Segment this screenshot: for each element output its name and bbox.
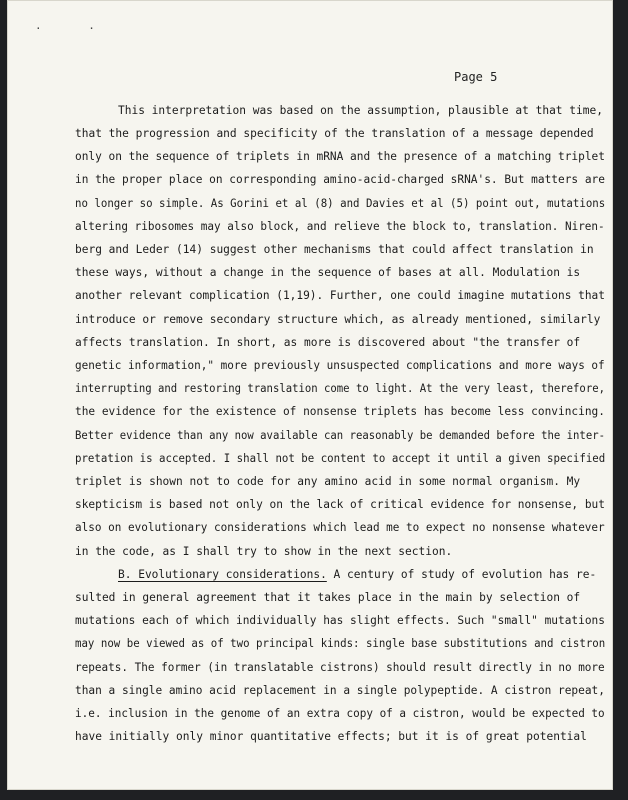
text-line: Better evidence than any now available can reasonably be demanded before the inter- — [75, 429, 605, 442]
section-heading-line — [118, 568, 596, 582]
text-line: repeats. The former (in translatable cistrons) should result directly in no more — [75, 661, 605, 674]
paper-specks: · · — [35, 22, 115, 35]
text-line: that the progression and specificity of the translation of a message depended — [75, 127, 594, 140]
text-line: another relevant complication (1,19). Further, one could imagine mutations that — [75, 289, 605, 302]
text-line: no longer so simple. As Gorini et al (8) and Davies et al (5) point out, mutations — [75, 197, 606, 210]
text-line: i.e. inclusion in the genome of an extra copy of a cistron, would be expected to — [75, 707, 605, 720]
text-line: the evidence for the existence of nonsense triplets has become less convincing. — [75, 405, 605, 418]
text-line: triplet is shown not to code for any amino acid in some normal organism. My — [75, 475, 581, 488]
text-line: mutations each of which individually has slight effects. Such "small" mutations — [75, 614, 605, 627]
text-line: genetic information," more previously unsuspected complications and more ways of — [75, 359, 605, 372]
text-line: only on the sequence of triplets in mRNA and the presence of a matching triplet — [75, 150, 605, 163]
text-line: berg and Leder (14) suggest other mechanisms that could affect translation in — [75, 243, 594, 256]
page-number: Page 5 — [454, 70, 498, 84]
text-line: have initially only minor quantitative effects; but it is of great potential — [75, 730, 587, 743]
text-line: than a single amino acid replacement in a single polypeptide. A cistron repeat, — [75, 684, 605, 697]
text-line: these ways, without a change in the sequence of bases at all. Modulation is — [75, 266, 581, 279]
text-line: interrupting and restoring translation come to light. At the very least, therefore, — [75, 382, 605, 395]
section-heading-continuation: A century of study of evolution has re- — [326, 568, 597, 581]
text-line: skepticism is based not only on the lack of critical evidence for nonsense, but — [75, 498, 605, 511]
text-line: may now be viewed as of two principal kinds: single base substitutions and cistron — [75, 637, 606, 650]
text-line: sulted in general agreement that it takes place in the main by selection of — [75, 591, 581, 604]
text-line: in the code, as I shall try to show in the next section. — [75, 545, 453, 558]
text-line: altering ribosomes may also block, and relieve the block to, translation. Niren- — [75, 220, 605, 233]
text-line: also on evolutionary considerations which lead me to expect no nonsense whatever — [75, 521, 605, 534]
document-page — [7, 0, 613, 790]
text-line: affects translation. In short, as more is discovered about "the transfer of — [75, 336, 581, 349]
section-heading: B. Evolutionary considerations. — [118, 568, 327, 581]
text-line: pretation is accepted. I shall not be content to accept it until a given specified — [75, 452, 606, 465]
text-line: This interpretation was based on the assumption, plausible at that time, — [118, 104, 603, 117]
text-line: introduce or remove secondary structure which, as already mentioned, similarly — [75, 313, 601, 326]
text-line: in the proper place on corresponding amino-acid-charged sRNA's. But matters are — [75, 173, 605, 186]
